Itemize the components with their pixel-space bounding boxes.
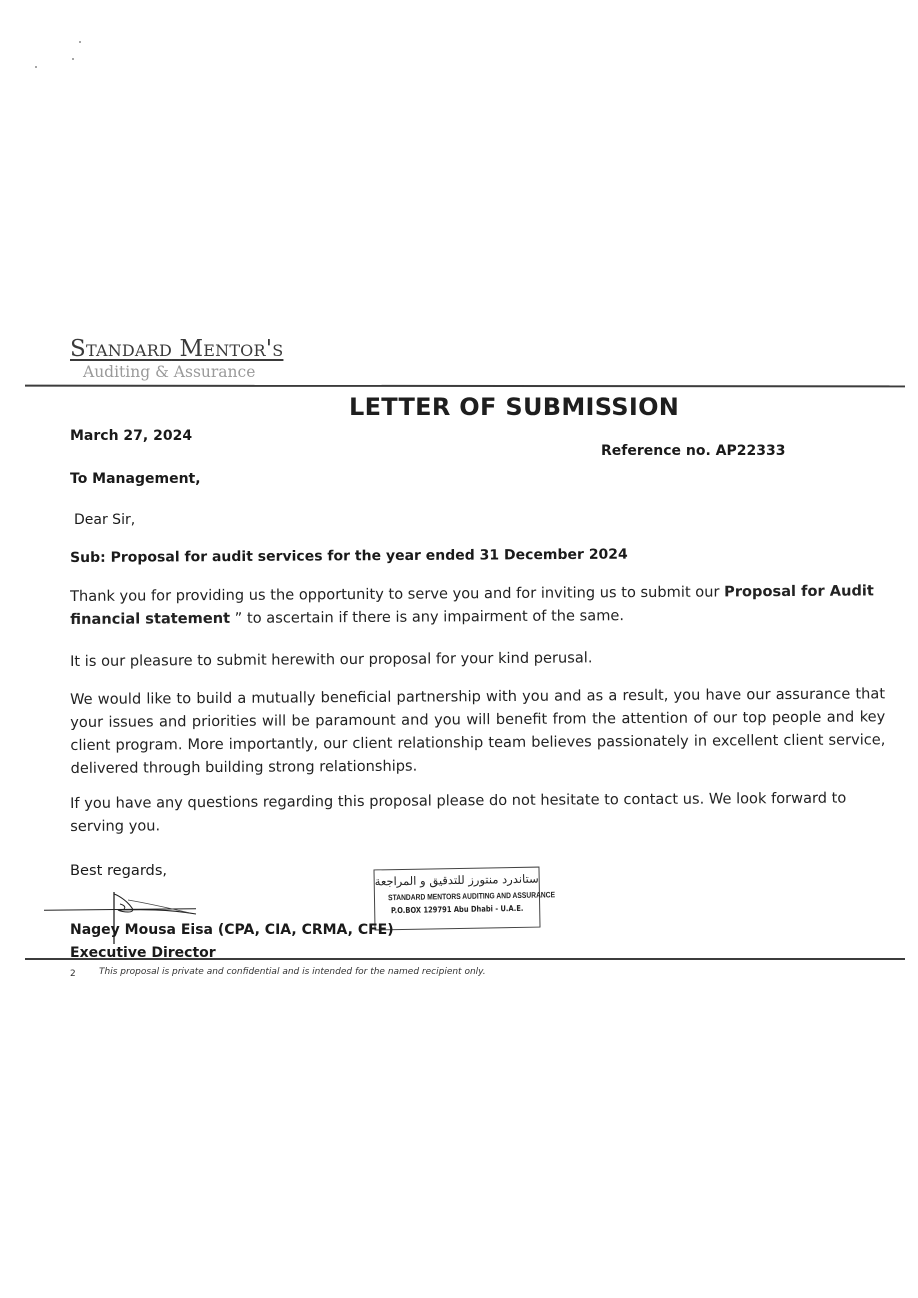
reference-number: Reference no. AP22333: [601, 443, 786, 459]
scan-speck: [35, 66, 37, 68]
footer-divider: [25, 958, 905, 960]
signer-role: Executive Director: [70, 945, 216, 961]
paragraph-intro-end: ” to ascertain if there is any impairment of the same.: [230, 607, 625, 627]
signer-name: Nagey Mousa Eisa (CPA, CIA, CRMA, CFE): [70, 922, 394, 938]
stamp-address: P.O.BOX 129791 Abu Dhabi - U.A.E.: [390, 903, 524, 916]
company-name-second: Mentor's: [179, 336, 284, 362]
scan-speck: [72, 58, 74, 60]
addressee: To Management,: [70, 471, 201, 487]
company-logo-name: [70, 336, 283, 362]
company-tagline: Auditing & Assurance: [83, 363, 256, 381]
paragraph-partnership: We would like to build a mutually beneficial partnership with you and as a result, you have our assurance that your issues and priorities will be paramount and you will benefit from the attention of our top people and key client program. More importantly, our client relationship team believes passionately in excellent client service, delivered through building strong relationships.: [70, 685, 886, 777]
header-divider: [25, 385, 905, 388]
document-title: LETTER OF SUBMISSION: [349, 393, 680, 421]
paragraph-contact: If you have any questions regarding this proposal please do not hesitate to contact us. We look forward to serving you.: [70, 789, 847, 835]
salutation: Dear Sir,: [74, 512, 136, 528]
scan-speck: [79, 41, 81, 43]
paragraph-intro-start: Thank you for providing us the opportunity to serve you and for inviting us to submit our: [70, 583, 725, 605]
stamp-english-text: STANDARD MENTORS AUDITING AND ASSURANCE: [388, 890, 556, 903]
subject-line: Sub: Proposal for audit services for the year ended 31 December 2024: [70, 546, 628, 566]
paragraph-intro-bold: Proposal for Audit financial statement: [70, 582, 874, 628]
page-number: 2: [70, 969, 76, 979]
closing-regards: Best regards,: [70, 862, 168, 879]
letter-date: March 27, 2024: [70, 428, 193, 444]
paragraph-pleasure: It is our pleasure to submit herewith our proposal for your kind perusal.: [70, 649, 593, 670]
company-stamp: [373, 867, 556, 931]
company-name-first: Standard: [70, 336, 172, 362]
confidentiality-note: This proposal is private and confidential and is intended for the named recipient only.: [99, 967, 486, 977]
handwritten-signature: [100, 888, 210, 948]
stamp-arabic-text: ستاندرد منتورز للتدقيق و المراجعة: [374, 871, 539, 889]
paragraph-intro: [70, 579, 885, 631]
